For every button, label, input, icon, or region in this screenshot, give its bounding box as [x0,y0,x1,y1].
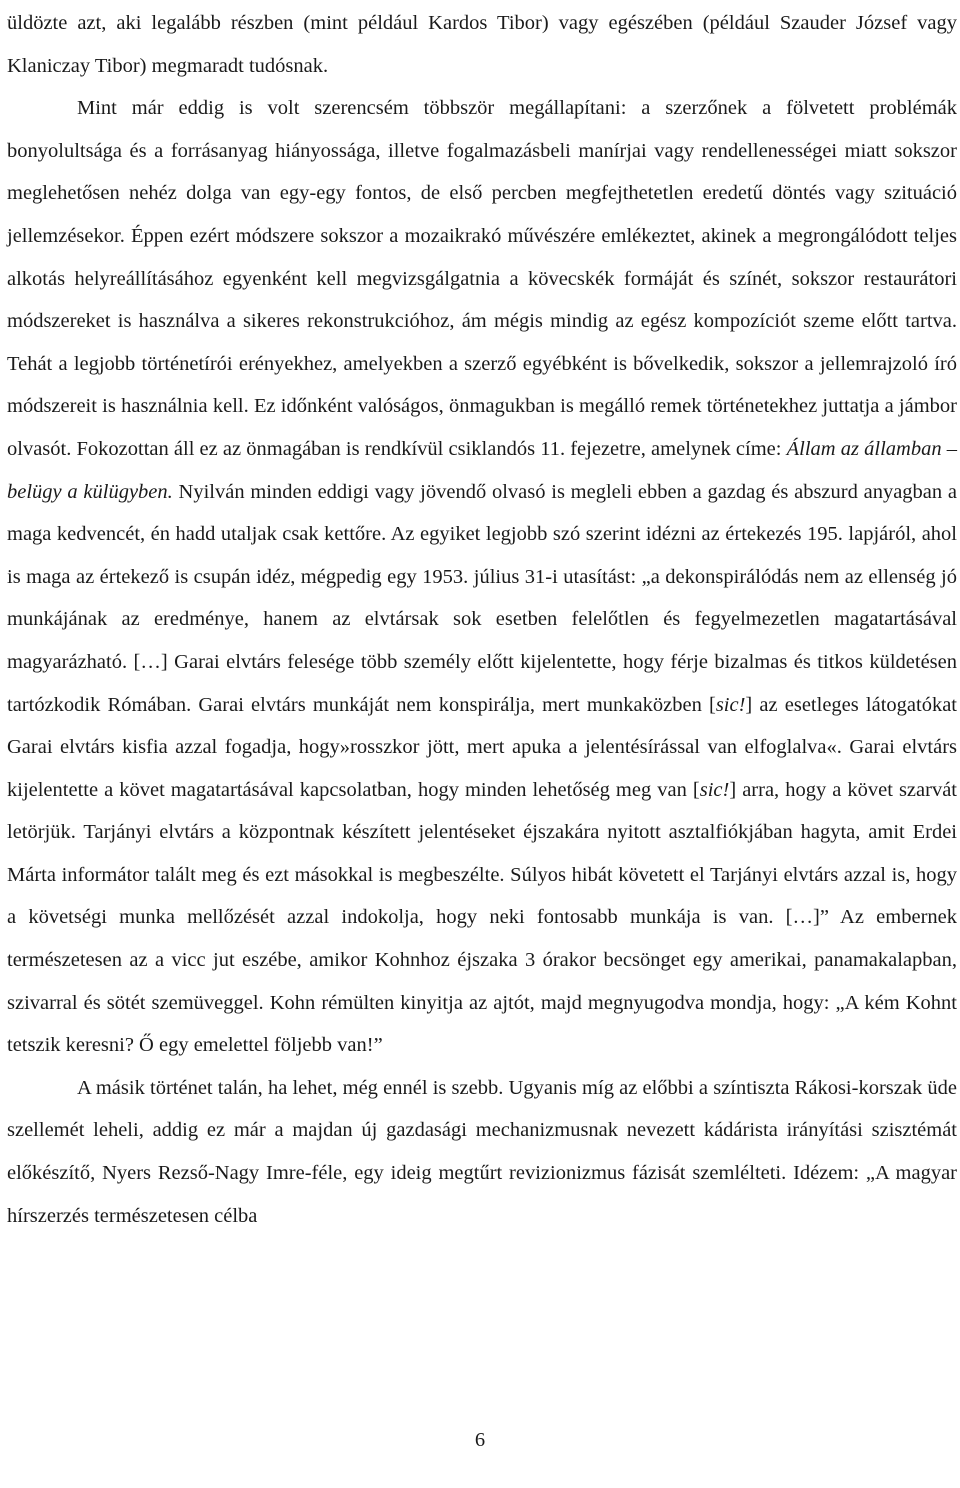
paragraph [7,87,957,1067]
document-body [7,2,957,1237]
italic-text: Állam az államban – belügy a külügyben. [7,437,957,503]
paragraph [7,1067,957,1237]
text-run: ] az esetleges látogatókat Garai elvtárs kisfia azzal fogadja, hogy»rosszkor jött, mert apuka a jelentésírással van elfoglalva«. Garai elvtárs kijelentette a követ magatartásával kapcsolatban, hogy minden lehetőség meg van [ [7,693,957,801]
italic-text: sic! [715,693,746,716]
italic-text: sic! [699,778,730,801]
page-number: 6 [474,1429,486,1451]
paragraph [7,2,957,87]
text-run: ] arra, hogy a követ szarvát letörjük. Tarjányi elvtárs a központnak készített jelentéseket éjszakára nyitott asztalfiókjában hagyta, amit Erdei Márta informátor talált meg és ezt másokkal is megbeszélte. Súlyos hibát követett el Tarjányi elvtárs azzal is, hogy a követségi munka mellőzését azzal indokolja, hogy neki fontosabb munkája is van. […]” Az embernek természetesen az a vicc jut eszébe, amikor Kohnhoz éjszaka 3 órakor becsönget egy amerikai, panamakalapban, szivarral és sötét szemüveggel. Kohn rémülten kinyitja az ajtót, majd megnyugodva mondja, hogy: „A kém Kohnt tetszik keresni? Ő egy emelettel följebb van!” [7,778,957,1057]
text-run: Mint már eddig is volt szerencsém többször megállapítani: a szerzőnek a fölvetett problémák bonyolultsága és a forrásanyag hiányossága, illetve fogalmazásbeli manírjai vagy rendellenességei miatt sokszor meglehetősen nehéz dolga van egy-egy fontos, de első percben megfejthetetlen eredetű döntés vagy szituáció jellemzésekor. Éppen ezért módszere sokszor a mozaikrakó művészére emlékeztet, akinek a megrongálódott teljes alkotás helyreállításához egyenként kell megvizsgálgatnia a kövecskék formáját és színét, sokszor restaurátori módszereket is használva a sikeres rekonstrukcióhoz, ám mégis mindig az egész kompozíciót szeme előtt tartva. Tehát a legjobb történetírói erényekhez, amelyekben a szerző egyébként is bővelkedik, sokszor a jellemrajzoló író módszereit is használnia kell. Ez időnként valóságos, önmagukban is megálló remek történetekhez juttatja a jámbor olvasót. Fokozottan áll ez az önmagában is rendkívül csiklandós 11. fejezetre, amelynek címe: [7,97,957,460]
text-run: A másik történet talán, ha lehet, még ennél is szebb. Ugyanis míg az előbbi a színtiszta Rákosi-korszak üde szellemét leheli, addig ez már a majdan új gazdasági mechanizmusnak nevezett kádárista irányítási szisztémát előkészítő, Nyers Rezső-Nagy Imre-féle, egy ideig megtűrt revizionizmus fázisát szemlélteti. Idézem: „A magyar hírszerzés természetesen célba [7,1076,957,1227]
text-run: Nyilván minden eddigi vagy jövendő olvasó is megleli ebben a gazdag és abszurd anyagban a maga kedvencét, én hadd utaljak csak kettőre. Az egyiket legjobb szó szerint idézni az értekezés 195. lapjáról, ahol is maga az értekező is csupán idéz, mégpedig egy 1953. július 31-i utasítást: „a dekonspirálódás nem az ellenség jó munkájának az eredménye, hanem az elvtársak sok esetben felelőtlen és fegyelmezetlen magatartásával magyarázható. […] Garai elvtárs felesége több személy előtt kijelentette, hogy férje bizalmas és titkos küldetésen tartózkodik Rómában. Garai elvtárs munkáját nem konspirálja, mert munkaközben [ [7,480,957,716]
text-run: üldözte azt, aki legalább részben (mint például Kardos Tibor) vagy egészében (például Szauder József vagy Klaniczay Tibor) megmaradt tudósnak. [7,12,957,77]
